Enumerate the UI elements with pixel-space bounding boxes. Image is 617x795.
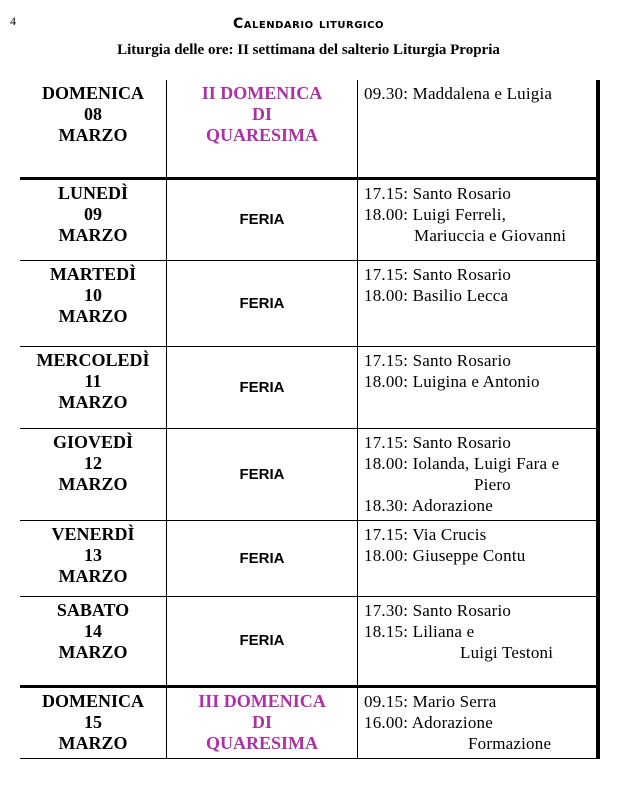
day-number: 11 (84, 370, 102, 391)
event-item (364, 524, 592, 545)
weekday-label: VENERDÌ (51, 523, 135, 544)
event-separator: : (403, 495, 412, 515)
liturgy-label: FERIA (239, 549, 285, 567)
event-item (364, 600, 592, 621)
day-cell (20, 520, 167, 596)
event-item (364, 621, 592, 642)
event-time: 18.00 (364, 204, 404, 224)
event-item (364, 371, 592, 392)
liturgy-cell (167, 686, 358, 758)
events-cell (358, 428, 599, 520)
liturgy-label: FERIA (239, 211, 285, 228)
liturgy-label: FERIA (239, 294, 285, 312)
day-cell (20, 596, 167, 686)
day-cell (20, 80, 167, 178)
event-time: 18.00 (364, 371, 404, 391)
weekday-label: DOMENICA (42, 83, 144, 103)
event-text-continued: Piero (474, 474, 511, 494)
liturgical-calendar-table (20, 80, 600, 759)
event-time: 17.15 (364, 350, 404, 370)
day-number: 12 (84, 452, 102, 473)
event-item (364, 691, 592, 712)
liturgy-label: II DOMENICA (201, 83, 323, 103)
liturgy-cell (167, 260, 358, 346)
event-time: 17.15 (364, 183, 404, 203)
event-text-continued: Formazione (468, 733, 552, 753)
event-text: Mario Serra (412, 691, 497, 711)
events-cell (358, 260, 599, 346)
day-number: 10 (84, 284, 102, 305)
event-text: Iolanda, Luigi Fara e (412, 453, 560, 473)
event-time: 09.15 (364, 691, 404, 711)
event-separator: : (403, 524, 413, 544)
event-text: Adorazione (411, 712, 493, 732)
month-label: MARZO (58, 732, 128, 753)
month-label: MARZO (58, 565, 128, 586)
day-row (20, 80, 598, 178)
event-time: 18.15 (364, 621, 404, 641)
event-separator: : (403, 621, 413, 641)
liturgy-label: FERIA (239, 632, 285, 649)
event-text: Giuseppe Contu (412, 545, 526, 565)
event-text: Liliana e (412, 621, 475, 641)
event-separator: : (403, 712, 412, 732)
day-row (20, 346, 598, 428)
events-cell (358, 346, 599, 428)
weekday-label: MARTEDÌ (49, 263, 137, 284)
liturgy-cell (167, 178, 358, 260)
event-separator: : (403, 545, 413, 565)
page-number: 4 (10, 14, 16, 28)
event-text: Via Crucis (412, 524, 487, 544)
event-item (364, 712, 592, 733)
liturgy-label: FERIA (239, 378, 285, 396)
liturgy-cell (167, 596, 358, 686)
event-text: Adorazione (411, 495, 493, 515)
event-time: 18.00 (364, 285, 404, 305)
day-cell (20, 178, 167, 260)
event-item (364, 264, 592, 285)
document-subtitle: Liturgia delle ore: II settimana del salterio Liturgia Propria (117, 42, 500, 58)
weekday-label: MERCOLEDÌ (36, 349, 150, 370)
day-row (20, 260, 598, 346)
day-number: 08 (84, 104, 102, 124)
event-text: Santo Rosario (412, 264, 512, 284)
event-time: 17.15 (364, 264, 404, 284)
event-separator: : (403, 453, 413, 473)
day-cell (20, 686, 167, 758)
day-row (20, 686, 598, 758)
event-separator: : (403, 600, 413, 620)
event-text: Santo Rosario (412, 600, 512, 620)
day-row (20, 428, 598, 520)
event-item (364, 545, 592, 566)
event-text: Maddalena e Luigia (412, 84, 553, 103)
event-time: 17.15 (364, 524, 404, 544)
event-time: 16.00 (364, 712, 404, 732)
event-item (364, 453, 592, 474)
weekday-label: LUNEDÌ (57, 182, 128, 203)
month-label: MARZO (58, 641, 128, 662)
event-separator: : (403, 204, 413, 224)
event-text: Santo Rosario (412, 350, 512, 370)
event-time: 18.00 (364, 453, 404, 473)
event-separator: : (403, 183, 413, 203)
event-item (364, 204, 592, 225)
event-item (364, 183, 592, 204)
day-number: 14 (84, 620, 102, 641)
event-separator: : (403, 691, 413, 711)
event-text-continued: Luigi Testoni (460, 642, 554, 662)
month-label: MARZO (58, 305, 128, 326)
event-time: 09.30 (364, 84, 404, 103)
liturgy-cell (167, 346, 358, 428)
event-text: Luigina e Antonio (412, 371, 540, 391)
liturgy-cell (167, 520, 358, 596)
event-text: Basilio Lecca (412, 285, 509, 305)
event-item (364, 495, 592, 516)
events-cell (358, 520, 599, 596)
liturgy-label: FERIA (239, 465, 285, 483)
day-number: 09 (84, 203, 102, 224)
event-time: 17.30 (364, 600, 404, 620)
event-time: 17.15 (364, 432, 404, 452)
day-row (20, 178, 598, 260)
liturgy-label: QUARESIMA (205, 732, 318, 753)
liturgy-label: DI (251, 104, 272, 124)
event-text: Santo Rosario (412, 183, 512, 203)
event-separator: : (403, 371, 413, 391)
event-item (364, 350, 592, 371)
event-text: Luigi Ferreli, (412, 204, 507, 224)
month-label: MARZO (58, 125, 128, 145)
weekday-label: SABATO (56, 599, 130, 620)
day-cell (20, 260, 167, 346)
day-row (20, 520, 598, 596)
event-item (364, 83, 592, 104)
events-cell (358, 596, 599, 686)
event-time: 18.00 (364, 545, 404, 565)
document-title: Calendario liturgico (233, 16, 384, 32)
event-text: Santo Rosario (412, 432, 512, 452)
events-cell (358, 178, 599, 260)
day-number: 15 (84, 711, 102, 732)
events-cell (358, 80, 599, 178)
month-label: MARZO (58, 391, 128, 412)
month-label: MARZO (58, 473, 128, 494)
event-time: 18.30 (364, 495, 404, 515)
event-separator: : (403, 285, 413, 305)
day-cell (20, 346, 167, 428)
liturgy-cell (167, 80, 358, 178)
event-item (364, 285, 592, 306)
event-separator: : (403, 350, 413, 370)
event-separator: : (403, 84, 413, 103)
weekday-label: DOMENICA (42, 690, 144, 711)
day-number: 13 (84, 544, 102, 565)
events-cell (358, 686, 599, 758)
event-separator: : (403, 432, 413, 452)
event-separator: : (403, 264, 413, 284)
weekday-label: GIOVEDÌ (52, 431, 133, 452)
event-item (364, 432, 592, 453)
liturgy-label: DI (251, 711, 272, 732)
liturgy-cell (167, 428, 358, 520)
day-cell (20, 428, 167, 520)
liturgy-label: QUARESIMA (205, 125, 318, 145)
event-text-continued: Mariuccia e Giovanni (414, 225, 567, 245)
month-label: MARZO (58, 224, 128, 245)
day-row (20, 596, 598, 686)
liturgy-label: III DOMENICA (198, 690, 326, 711)
